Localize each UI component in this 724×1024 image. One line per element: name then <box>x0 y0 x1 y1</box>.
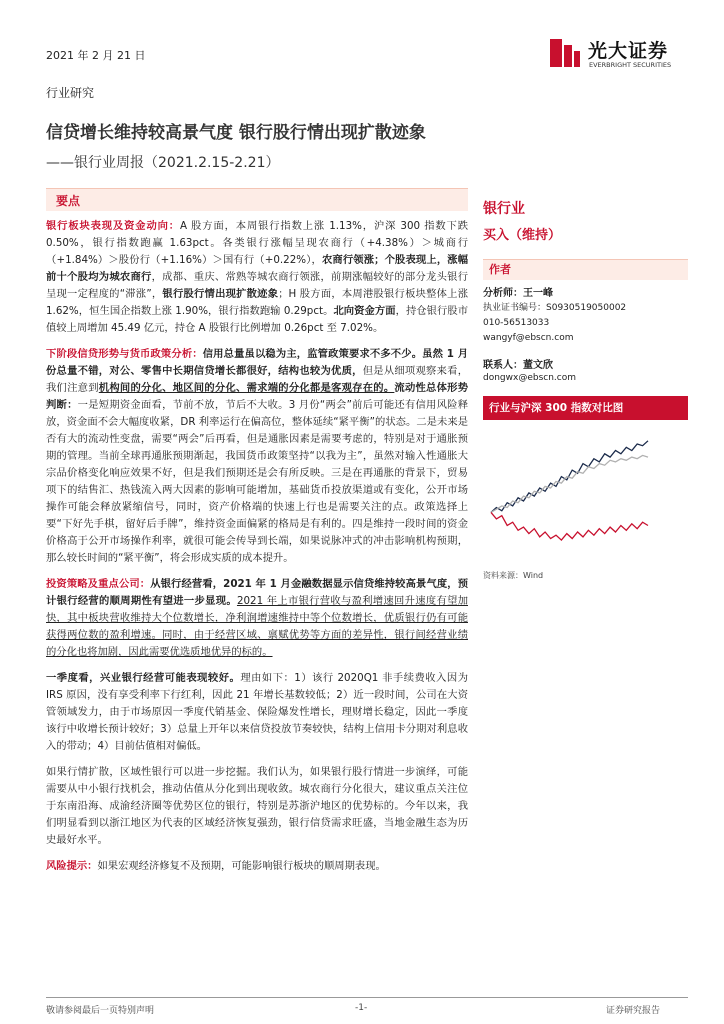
section-label: 要点 <box>56 194 81 208</box>
contact-email[interactable]: dongwx@ebscn.com <box>483 373 576 383</box>
main-body <box>46 218 468 884</box>
section-header <box>46 188 468 211</box>
text-span: 如果宏观经济修复不及预期，可能影响银行板块的顺周期表现。 <box>97 860 386 872</box>
text-span-bold: 流动性总体形势判断： <box>46 382 469 411</box>
report-title: 信贷增长维持较高景气度 银行股行情出现扩散迹象 <box>46 123 426 143</box>
lead-strategy: 投资策略及重点公司： <box>46 578 151 590</box>
chart-title: 行业与沪深 300 指数对比图 <box>483 396 688 420</box>
lead-outlook: 下阶段信贷形势与货币政策分析： <box>46 348 203 360</box>
paragraph-q1 <box>46 670 468 755</box>
logo-mark-icon <box>548 35 584 71</box>
text-span-underline: 机构间的分化、地区间的分化、需求端的分化都是客观存在的。 <box>98 382 395 394</box>
text-span: ；H 股方面，本周港股银行板块整体上涨 1.62%，恒生国企指数上涨 1.90%，银行指数跑输 0.29pct。 <box>46 288 469 317</box>
text-span-bold: 北向资金方面 <box>333 305 396 317</box>
analyst-phone: 010-56513033 <box>483 318 550 328</box>
report-category: 行业研究 <box>46 86 95 100</box>
text-span-bold: 一季度看，兴业银行经营可能表现较好。 <box>46 672 241 684</box>
lead-performance: 银行板块表现及资金动向： <box>46 220 180 232</box>
rating: 买入（维持） <box>483 228 562 243</box>
text-span-bold: 农商行领涨；个股表现上，涨幅前十个股均为城农商行 <box>46 254 469 283</box>
page-number: -1- <box>355 1003 368 1013</box>
footer-divider <box>46 997 688 998</box>
text-span-bold: 信用总量虽以稳为主，监管政策要求不多不少。虽然 1 月份总量不错，对公、零售中长期信贷增长都很好，结构也较为优质， <box>46 348 468 377</box>
logo-text-cn: 光大证券 <box>588 40 669 62</box>
chart-source: 资料来源：Wind <box>483 571 544 580</box>
text-span-bold: 银行股行情出现扩散迹象 <box>162 288 279 300</box>
index-comparison-chart <box>483 423 688 565</box>
paragraph-risk <box>46 858 468 875</box>
text-span: 一是短期资金面看，节前不放，节后不大收。3 月份“两会”前后可能还有信用风险释放，资金面不会大幅度收紧，DR 利率运行在偏高位，整体延续“紧平衡”的状态。二是未来是否有大的流动性变盘，需要“两会”后再看，但是通胀因素是需要考虑的，特别是对于通胀预期的管理。当前全球再通胀预期渐起，我国货币政策坚持“以我为主”，虽然对输入性通胀大宗品价格变化响应效果不好，但是我们预期还是会有所反映。三是在再通胀的背景下，贸易项下的结售汇、热钱流入两大因素的影响可能增加，基础货币投放渠道或有变化，公开市场操作可能会释放紧缩信号，同时，资产价格端的快速上行也是需要关注的点。政策选择上要“下好先手棋，留好后手牌”，维持资金面偏紧的格局是有利的。四是维持一段时间的资金价格高于公开市场操作利率，就很可能会传导到长端，如果说脉冲式的冲击影响机构预期，那么较长时间的“紧平衡”，将会形成实质的成本提升。 <box>46 399 469 564</box>
brand-logo <box>548 33 688 77</box>
paragraph-outlook <box>46 346 468 567</box>
text-span: A 股方面，本周银行指数上涨 1.13%，沪深 300 指数下跌 0.50%，银行指数跑赢 1.63pct。各类银行涨幅呈现农商行（+4.38%）＞城商行（+1.84%）＞股份行（+1.16%）＞国有行（+0.22%）， <box>46 220 469 266</box>
sector-name: 银行业 <box>483 201 525 217</box>
contact-name: 联系人：董文欣 <box>483 360 553 371</box>
paragraph-strategy <box>46 576 468 661</box>
text-span: ，持仓银行股市值较上周增加 45.49 亿元，持仓 A 股银行比例增加 0.26pct 至 7.02%。 <box>46 305 469 334</box>
logo-text-en: EVERBRIGHT SECURITIES <box>589 61 672 69</box>
text-span: ，成都、重庆、常熟等城农商行领涨，前期涨幅较好的部分龙头银行呈现一定程度的“滞涨”， <box>46 271 469 300</box>
report-subtitle: ——银行业周报（2021.2.15-2.21） <box>46 155 280 171</box>
footer-report-type: 证券研究报告 <box>606 1006 661 1016</box>
text-span-underline: 2021 年上市银行营收与盈利增速回升速度有望加快，其中板块营收维持大个位数增长，净利润增速维持中等个位数增长，优质银行仍有可能获得两位数的盈利增速。同时，由于经营区域、禀赋优势等方面的差异性，银行间经营业绩的分化也将加剧，因此需要优选质地优异的标的。 <box>46 595 468 658</box>
author-header: 作者 <box>483 259 688 280</box>
text-span: 但是从细项观察来看，我们注意到 <box>46 365 469 394</box>
license-number: 执业证书编号：S0930519050002 <box>483 303 627 313</box>
sidebar <box>483 188 688 386</box>
report-date: 2021 年 2 月 21 日 <box>46 49 146 62</box>
analyst-email[interactable]: wangyf@ebscn.com <box>483 333 574 343</box>
analyst-name: 分析师：王一峰 <box>483 288 553 299</box>
footer-disclaimer: 敬请参阅最后一页特别声明 <box>46 1006 155 1016</box>
text-span-bold: 从银行经营看，2021 年 1 月金融数据显示信贷维持较高景气度，预计银行经营的顺周期性有望进一步显现。 <box>46 578 469 607</box>
paragraph-performance <box>46 218 468 337</box>
chart-series-line-2 <box>491 512 648 540</box>
text-span: 理由如下：1）该行 2020Q1 非手续费收入因为 IRS 原因，没有享受利率下行红利，因此 21 年增长基数较低；2）近一段时间，公司在大资管领域发力，由于市场原因一季度代销基金、保险爆发性增长，理财增长稳定，因此一季度该行中收增长预计较好；3）总量上开年以来信贷投放节奏较快，结构上信用卡分期对利息收入的带动；4）目前估值相对偏低。 <box>46 672 468 752</box>
lead-risk: 风险提示： <box>46 860 98 872</box>
paragraph-regional: 如果行情扩散，区域性银行可以进一步挖掘。我们认为，如果银行股行情进一步演绎，可能需要从中小银行找机会，推动估值从分化到出现收敛。城农商行分化很大，建议重点关注位于东南沿海、成渝经济圈等优势区位的银行，特别是苏浙沪地区的优势标的。今年以来，我们明显看到以浙江地区为代表的区域经济恢复强劲，银行信贷需求旺盛，当地金融生态为历史最好水平。 <box>46 766 468 846</box>
